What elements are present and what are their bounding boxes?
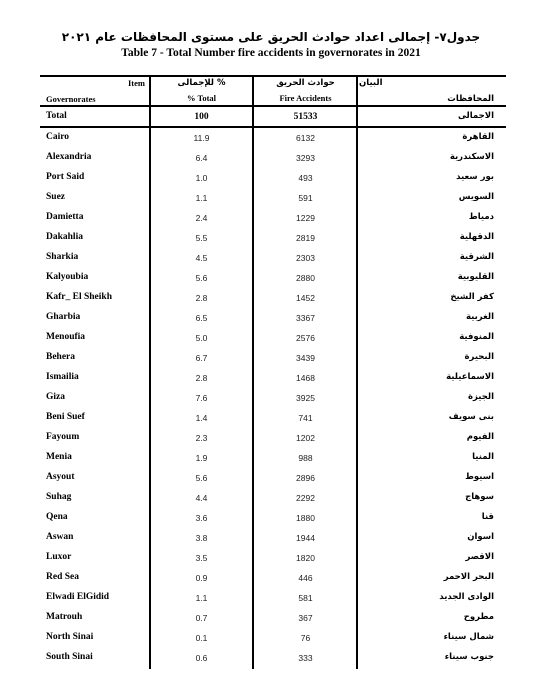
governorate-fire-count: 3925 [296,393,315,403]
total-label-english: Total [46,111,67,121]
fire-accidents-table [40,75,506,669]
governorate-fire-count: 493 [298,173,313,183]
governorate-name-arabic: البحر الاحمر [443,572,494,582]
governorate-pct: 4.4 [195,493,208,503]
governorate-pct: 2.8 [195,293,208,303]
header-bayan-arabic: البيان [359,78,383,88]
governorate-fire-count: 1468 [296,373,315,383]
table-title-arabic: جدول٧- إجمالى اعداد حوادث الحريق على مستوى المحافظات عام ٢٠٢١ [61,30,481,44]
governorate-name-arabic: البحيرة [464,352,494,362]
governorate-fire-count: 988 [298,453,313,463]
table-row [40,229,506,249]
governorate-name-arabic: المنوفية [459,332,494,342]
governorate-name-english: Fayoum [46,432,80,442]
table-row [40,269,506,289]
header-fire-english: Fire Accidents [279,93,332,103]
governorate-name-english: Luxor [46,552,72,562]
table-row [40,469,506,489]
governorate-name-arabic: الجيزة [467,392,494,402]
governorate-name-arabic: القاهرة [462,132,494,142]
governorate-pct: 3.8 [195,533,208,543]
governorate-pct: 3.5 [195,553,208,563]
header-bottom-rule [40,105,506,107]
governorate-pct: 0.9 [195,573,208,583]
governorate-name-arabic: كفر الشيخ [450,292,494,302]
governorate-fire-count: 76 [300,633,311,643]
governorate-fire-count: 367 [298,613,313,623]
governorate-fire-count: 333 [298,653,313,663]
table-row [40,429,506,449]
governorate-name-arabic: الاسكندرية [449,152,494,162]
governorate-name-english: Qena [46,512,68,522]
governorate-name-english: Behera [46,352,76,362]
governorate-name-arabic: اسيوط [465,472,494,482]
governorate-name-arabic: سوهاج [465,492,494,502]
governorate-name-arabic: المنيا [472,452,494,462]
governorate-name-english: Suhag [46,492,72,502]
governorate-name-english: Beni Suef [46,412,85,422]
governorate-pct: 5.6 [195,473,208,483]
governorate-name-english: Alexandria [46,152,92,162]
governorate-pct: 6.5 [195,313,208,323]
governorate-pct: 0.1 [195,633,208,643]
table-row [40,409,506,429]
governorate-pct: 7.6 [195,393,208,403]
table-row [40,489,506,509]
total-fire: 51533 [293,112,318,122]
table-row [40,649,506,669]
table-row [40,449,506,469]
governorate-name-arabic: الشرقية [459,252,494,262]
table-row [40,389,506,409]
governorate-name-english: Menoufia [46,332,86,342]
header-governorates: Governorates [46,94,96,104]
governorate-name-english: Aswan [46,532,74,542]
governorate-fire-count: 1229 [296,213,315,223]
table-row [40,149,506,169]
governorate-name-arabic: بور سعيد [456,172,494,182]
governorate-name-arabic: شمال سيناء [443,632,494,642]
governorate-fire-count: 3367 [296,313,315,323]
table-row [40,569,506,589]
governorate-pct: 5.5 [195,233,208,243]
governorate-name-english: Suez [46,192,65,202]
table-row [40,609,506,629]
table-row [40,629,506,649]
governorate-pct: 2.3 [195,433,208,443]
governorate-name-english: Matrouh [46,612,83,622]
governorate-name-english: Sharkia [46,252,79,262]
governorate-name-arabic: الاقصر [465,552,494,562]
governorate-name-english: Asyout [46,472,75,482]
governorate-pct: 3.6 [195,513,208,523]
total-pct: 100 [194,112,209,122]
header-governorates-arabic: المحافظات [447,94,494,104]
governorate-name-english: Kafr_ El Sheikh [46,292,112,302]
governorate-pct: 1.1 [195,593,208,603]
table-row [40,549,506,569]
governorate-pct: 5.6 [195,273,208,283]
governorate-name-english: South Sinai [46,652,93,662]
table-top-rule [40,75,506,77]
governorate-name-arabic: الفيوم [466,432,494,442]
governorate-name-arabic: قنا [481,512,494,522]
governorate-pct: 1.4 [195,413,208,423]
governorate-name-english: Cairo [46,132,70,142]
governorate-pct: 6.4 [195,153,208,163]
governorate-pct: 2.8 [195,373,208,383]
governorate-name-english: Elwadi ElGidid [46,592,110,602]
governorate-pct: 0.6 [195,653,208,663]
table-row [40,189,506,209]
table-row [40,129,506,149]
governorate-fire-count: 2819 [296,233,315,243]
governorate-name-arabic: الغربية [465,312,494,322]
governorate-name-arabic: الوادى الجديد [439,592,494,602]
governorate-name-arabic: السويس [458,192,494,202]
governorate-fire-count: 581 [298,593,313,603]
governorate-fire-count: 591 [298,193,313,203]
header-pct-english: % Total [186,93,217,103]
governorate-fire-count: 1880 [296,513,315,523]
governorate-fire-count: 2896 [296,473,315,483]
table-row [40,249,506,269]
governorate-pct: 1.9 [195,453,208,463]
governorate-fire-count: 446 [298,573,313,583]
table-row [40,169,506,189]
governorate-pct: 11.9 [193,133,210,143]
table-row [40,209,506,229]
governorate-fire-count: 741 [298,413,313,423]
governorate-fire-count: 2576 [296,333,315,343]
governorate-name-arabic: الاسماعيلية [446,372,494,382]
governorate-pct: 5.0 [195,333,208,343]
governorate-fire-count: 1202 [296,433,315,443]
governorate-pct: 1.0 [195,173,208,183]
governorate-name-english: Dakahlia [46,232,83,242]
governorate-fire-count: 2292 [296,493,315,503]
header-fire-arabic: حوادث الحريق [276,78,335,88]
governorate-name-arabic: بنى سويف [448,412,494,422]
governorate-name-english: Giza [46,392,65,402]
governorate-name-english: Kalyoubia [46,272,89,282]
header-item: Item [128,78,145,88]
governorate-name-english: North Sinai [46,632,94,642]
total-row [40,108,506,128]
governorate-fire-count: 1452 [296,293,315,303]
header-pct-arabic: % للإجمالى [177,78,226,88]
table-row [40,589,506,609]
table-row [40,289,506,309]
total-label-arabic: الاجمالى [457,111,494,121]
governorate-name-english: Gharbia [46,312,81,322]
table-row [40,329,506,349]
governorate-name-english: Port Said [46,172,85,182]
table-row [40,349,506,369]
governorate-name-english: Damietta [46,212,84,222]
table-row [40,309,506,329]
governorate-pct: 6.7 [195,353,208,363]
table-row [40,369,506,389]
governorate-name-arabic: القليوبية [457,272,494,282]
governorate-name-arabic: دمياط [468,212,494,222]
governorate-fire-count: 1820 [296,553,315,563]
table-row [40,509,506,529]
governorate-fire-count: 2303 [296,253,315,263]
table-row [40,529,506,549]
governorate-fire-count: 3293 [296,153,315,163]
governorate-fire-count: 1944 [296,533,315,543]
governorate-fire-count: 2880 [296,273,315,283]
governorate-name-arabic: مطروح [463,612,494,622]
table-title-english: Table 7 - Total Number fire accidents in governorates in 2021 [121,47,421,59]
governorate-name-arabic: جنوب سيناء [444,652,494,662]
governorate-name-arabic: اسوان [467,532,494,542]
governorate-pct: 1.1 [195,193,208,203]
governorate-pct: 0.7 [195,613,208,623]
governorate-pct: 4.5 [195,253,208,263]
governorate-fire-count: 3439 [296,353,315,363]
governorate-name-english: Ismailia [46,372,79,382]
governorate-name-english: Menia [46,452,72,462]
governorate-name-english: Red Sea [46,572,79,582]
governorate-fire-count: 6132 [296,133,315,143]
governorate-name-arabic: الدقهلية [459,232,494,242]
governorate-pct: 2.4 [195,213,208,223]
